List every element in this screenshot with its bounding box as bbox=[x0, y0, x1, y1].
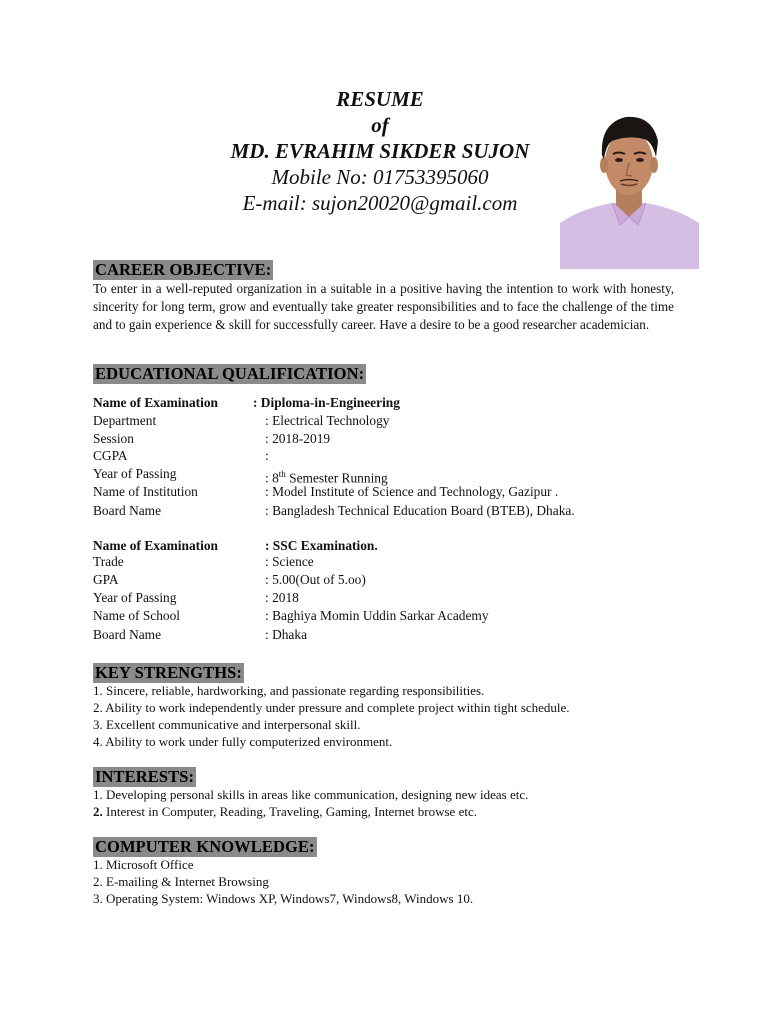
education-value: : Baghiya Momin Uddin Sarkar Academy bbox=[265, 608, 489, 623]
list-item: 4. Ability to work under fully computerized environment. bbox=[93, 734, 393, 749]
education-label: Trade bbox=[93, 554, 124, 569]
education-value: : Bangladesh Technical Education Board (BTEB), Dhaka. bbox=[265, 503, 575, 518]
education-heading: EDUCATIONAL QUALIFICATION: bbox=[95, 364, 365, 383]
resume-of: of bbox=[371, 113, 389, 137]
resume-header bbox=[180, 86, 580, 216]
education-label: Board Name bbox=[93, 503, 162, 518]
education-label: Name of School bbox=[93, 608, 181, 623]
mobile-number: Mobile No: 01753395060 bbox=[271, 165, 489, 189]
key-strengths-heading: KEY STRENGTHS: bbox=[95, 663, 243, 682]
education-value: : 2018-2019 bbox=[265, 431, 331, 446]
email-address: E-mail: sujon20020@gmail.com bbox=[242, 191, 518, 215]
education-label: Department bbox=[93, 413, 157, 428]
list-item: 3. Excellent communicative and interpersonal skill. bbox=[93, 717, 361, 732]
education-value: : 5.00(Out of 5.oo) bbox=[265, 572, 366, 587]
education-label: Year of Passing bbox=[93, 466, 177, 481]
education-value: : Model Institute of Science and Technology, Gazipur . bbox=[265, 484, 559, 499]
education-value: : Science bbox=[265, 554, 314, 569]
education-label: Name of Institution bbox=[93, 484, 198, 499]
education-label: Board Name bbox=[93, 627, 162, 642]
education-label: Session bbox=[93, 431, 134, 446]
computer-knowledge-heading: COMPUTER KNOWLEDGE: bbox=[95, 837, 315, 856]
list-item: 2. Ability to work independently under pressure and complete project within tight schedule. bbox=[93, 700, 570, 715]
education-label: Name of Examination bbox=[93, 538, 218, 553]
resume-title: RESUME bbox=[336, 87, 424, 111]
list-item: 2. Interest in Computer, Reading, Traveling, Gaming, Internet browse etc. bbox=[93, 804, 477, 819]
education-value: : Diploma-in-Engineering bbox=[253, 395, 400, 410]
education-label: Year of Passing bbox=[93, 590, 177, 605]
education-label: GPA bbox=[93, 572, 119, 587]
interests-list bbox=[93, 786, 528, 820]
candidate-photo bbox=[560, 105, 699, 269]
key-strengths-list bbox=[93, 682, 570, 750]
career-objective-text: To enter in a well-reputed organization in a suitable in a positive having the intention to work with honesty, sincerity for long term, grow and eventually take greater responsibilities and to face the challenge of the time and to gain experience & skill for successfully career. Have a desire to be a good researcher academician. bbox=[93, 281, 674, 333]
interests-heading: INTERESTS: bbox=[95, 767, 195, 786]
candidate-name: MD. EVRAHIM SIKDER SUJON bbox=[230, 139, 530, 163]
education-value: : Electrical Technology bbox=[265, 413, 390, 428]
list-item: 2. E-mailing & Internet Browsing bbox=[93, 874, 269, 889]
education-value: : SSC Examination. bbox=[265, 538, 378, 553]
education-value: : 2018 bbox=[265, 590, 299, 605]
career-objective-heading: CAREER OBJECTIVE: bbox=[95, 260, 272, 279]
education-value: : bbox=[265, 448, 269, 463]
computer-knowledge-list bbox=[93, 856, 473, 907]
list-item: 1. Developing personal skills in areas like communication, designing new ideas etc. bbox=[93, 787, 529, 802]
list-item: 1. Microsoft Office bbox=[93, 857, 194, 872]
list-item: 3. Operating System: Windows XP, Windows7, Windows8, Windows 10. bbox=[93, 891, 474, 906]
education-value: : 8th Semester Running bbox=[265, 469, 388, 486]
education-value: : Dhaka bbox=[265, 627, 308, 642]
list-item: 1. Sincere, reliable, hardworking, and passionate regarding responsibilities. bbox=[93, 683, 485, 698]
education-label: Name of Examination bbox=[93, 395, 218, 410]
education-label: CGPA bbox=[93, 448, 128, 463]
